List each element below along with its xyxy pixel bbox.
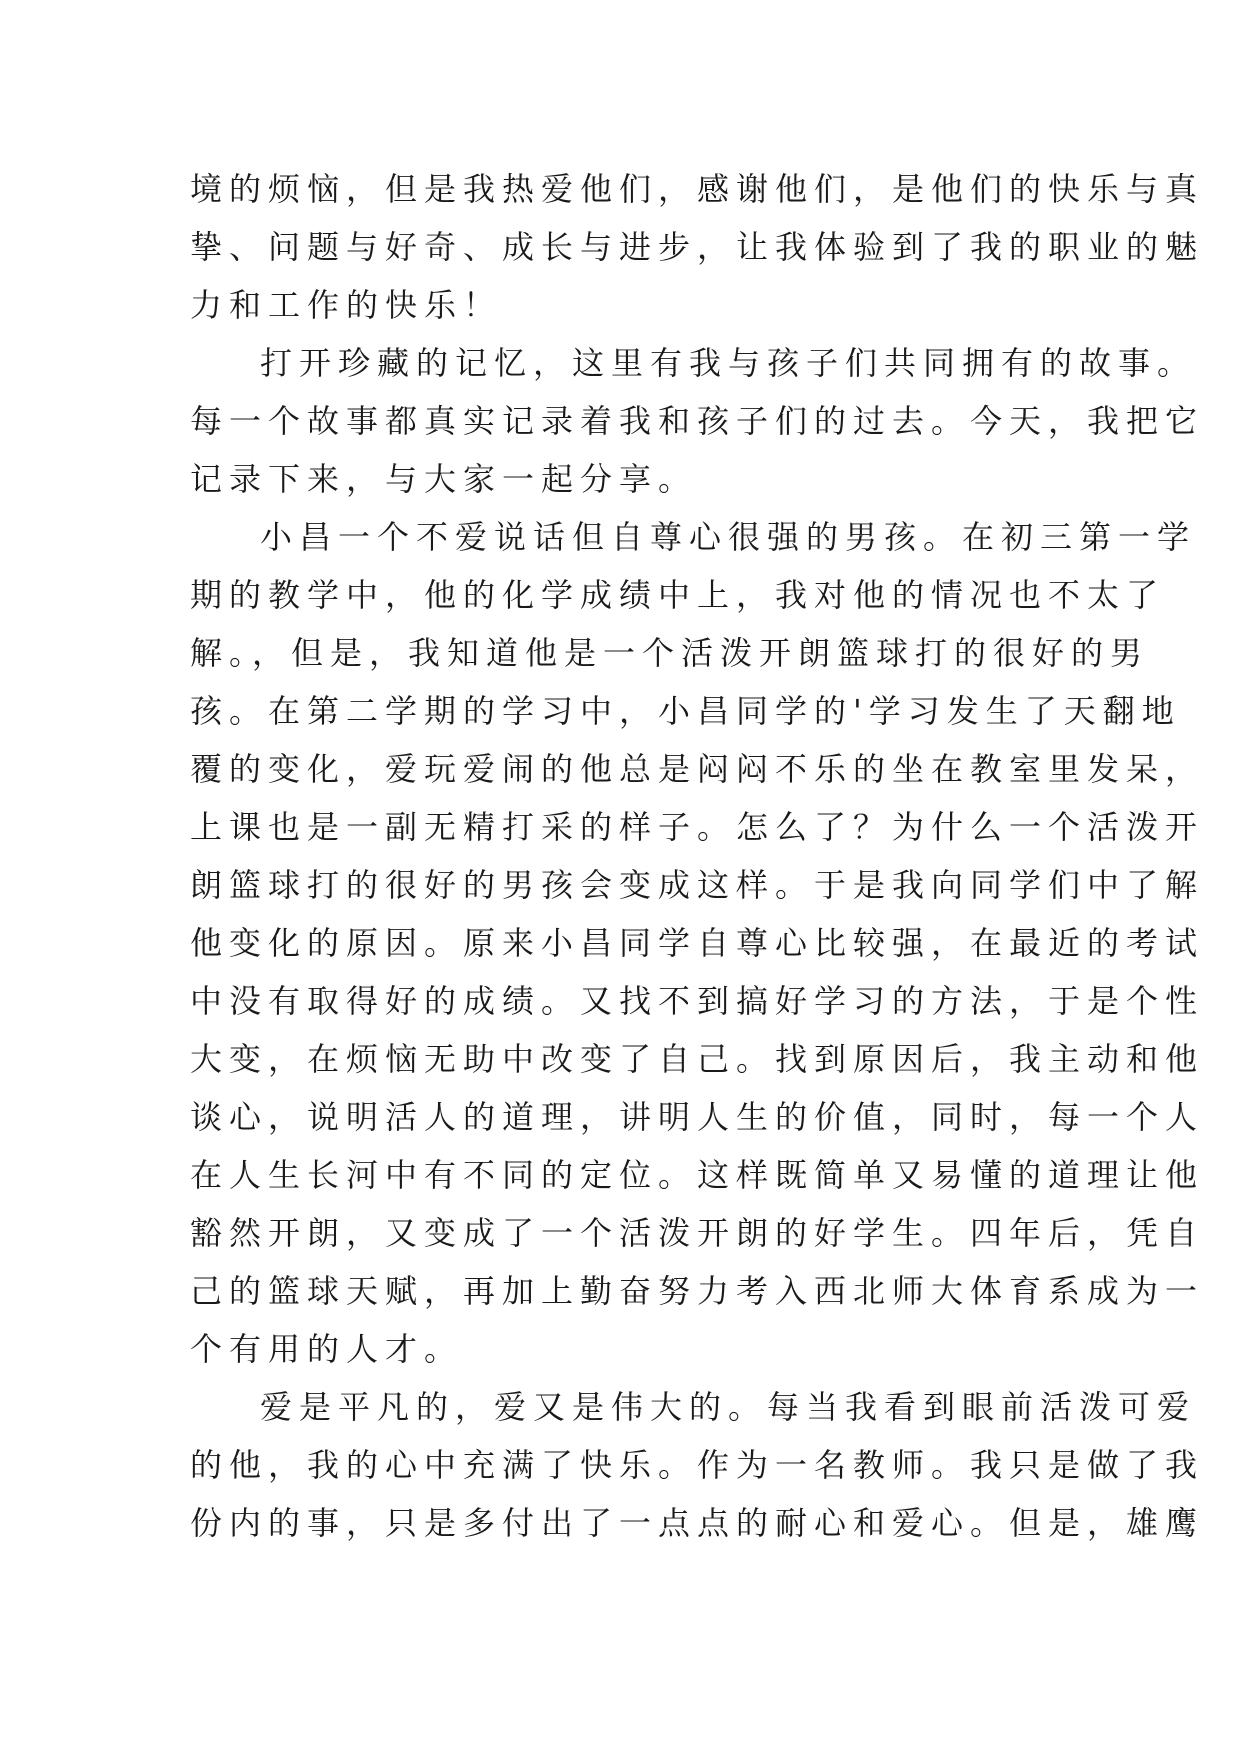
document-body bbox=[190, 160, 1205, 1552]
text-line: 打开珍藏的记忆，这里有我与孩子们共同拥有的故事。 bbox=[260, 344, 1197, 382]
text-line: 爱是平凡的，爱又是伟大的。每当我看到眼前活泼可爱 bbox=[260, 1388, 1197, 1426]
text-line: 谈心，说明活人的道理，讲明人生的价值，同时，每一个人 bbox=[190, 1098, 1205, 1136]
text-line: 的他，我的心中充满了快乐。作为一名教师。我只是做了我 bbox=[190, 1446, 1205, 1484]
paragraph-2 bbox=[190, 334, 1205, 508]
text-line: 个有用的人才。 bbox=[190, 1330, 464, 1368]
text-line: 挚、问题与好奇、成长与进步，让我体验到了我的职业的魅 bbox=[190, 228, 1205, 266]
text-line: 朗篮球打的很好的男孩会变成这样。于是我向同学们中了解 bbox=[190, 866, 1205, 904]
text-line: 孩。在第二学期的学习中，小昌同学的'学习发生了天翻地 bbox=[190, 692, 1181, 730]
text-line: 他变化的原因。原来小昌同学自尊心比较强，在最近的考试 bbox=[190, 924, 1205, 962]
text-line: 份内的事，只是多付出了一点点的耐心和爱心。但是，雄鹰 bbox=[190, 1504, 1205, 1542]
text-line: 期的教学中，他的化学成绩中上，我对他的情况也不太了 bbox=[190, 576, 1166, 614]
text-line: 豁然开朗，又变成了一个活泼开朗的好学生。四年后，凭自 bbox=[190, 1214, 1205, 1252]
paragraph-4 bbox=[190, 1378, 1205, 1552]
paragraph-3 bbox=[190, 508, 1205, 1378]
text-line: 中没有取得好的成绩。又找不到搞好学习的方法，于是个性 bbox=[190, 982, 1205, 1020]
text-line: 上课也是一副无精打采的样子。怎么了？为什么一个活泼开 bbox=[190, 808, 1205, 846]
text-line: 每一个故事都真实记录着我和孩子们的过去。今天，我把它 bbox=[190, 402, 1205, 440]
text-line: 己的篮球天赋，再加上勤奋努力考入西北师大体育系成为一 bbox=[190, 1272, 1205, 1310]
text-line: 大变，在烦恼无助中改变了自己。找到原因后，我主动和他 bbox=[190, 1040, 1205, 1078]
text-line: 覆的变化，爱玩爱闹的他总是闷闷不乐的坐在教室里发呆， bbox=[190, 750, 1205, 788]
text-line: 记录下来，与大家一起分享。 bbox=[190, 460, 698, 498]
text-line: 解。，但是，我知道他是一个活泼开朗篮球打的很好的男 bbox=[190, 634, 1150, 672]
text-line: 在人生长河中有不同的定位。这样既简单又易懂的道理让他 bbox=[190, 1156, 1205, 1194]
text-line: 小昌一个不爱说话但自尊心很强的男孩。在初三第一学 bbox=[260, 518, 1197, 556]
text-line: 境的烦恼，但是我热爱他们，感谢他们，是他们的快乐与真 bbox=[190, 170, 1205, 208]
paragraph-1 bbox=[190, 160, 1205, 334]
text-line: 力和工作的快乐！ bbox=[190, 286, 503, 324]
